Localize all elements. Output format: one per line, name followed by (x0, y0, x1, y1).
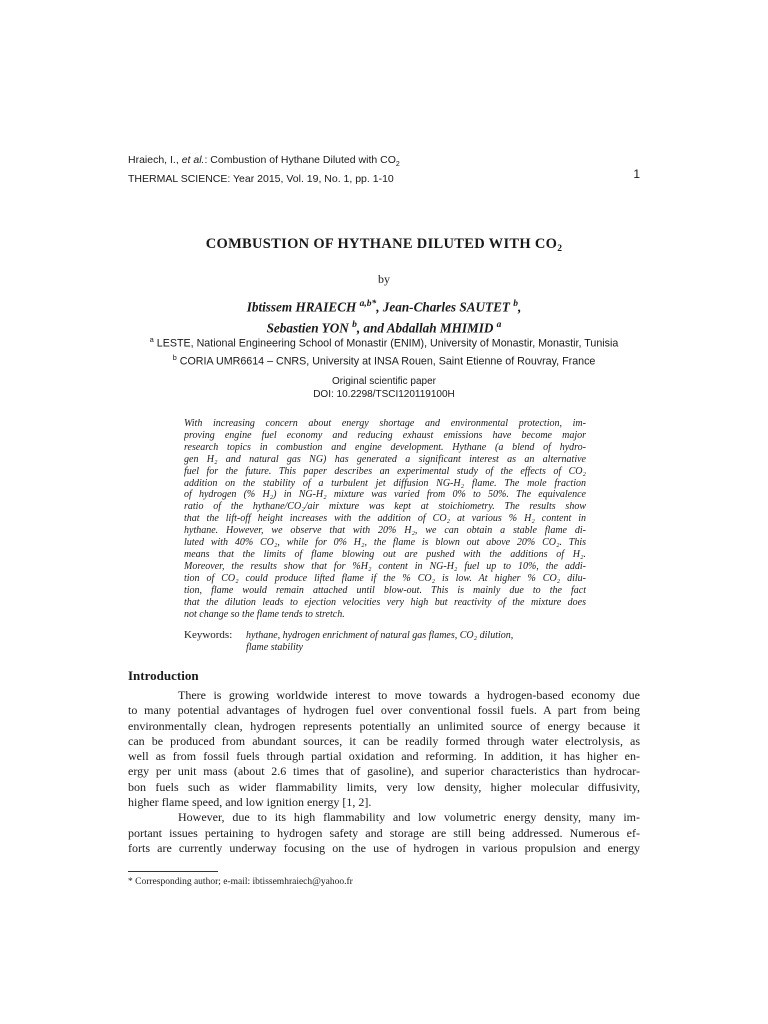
section-heading-introduction: Introduction (128, 668, 199, 683)
by-line: by (378, 272, 390, 286)
author-separator: , (517, 299, 522, 315)
keywords-text (246, 630, 586, 654)
abstract-line: that the lift-off height increases with the addition of CO₂ at various % H₂ content in (184, 513, 586, 525)
abstract-line: gen H₂ and natural gas NG) has generated a significant interest as an alternative (184, 453, 586, 465)
footnote-divider (128, 871, 218, 872)
author-name: Sebastien YON (266, 320, 353, 336)
author-name: , Jean-Charles SAUTET (376, 299, 514, 315)
abstract-line: addition on the stability of a turbulent jet diffusion NG-H₂ flame. The mole fraction (184, 477, 586, 489)
abstract (184, 418, 586, 620)
affiliation-text: CORIA UMR6614 – CNRS, University at INSA Rouen, Saint Etienne of Rouvray, France (176, 355, 596, 368)
body-line: can be produced from abundant sources, it can be readily formed through water electrolysis, as (128, 733, 640, 748)
author-affiliation-mark: a,b* (359, 299, 377, 309)
keywords-line: hythane, hydrogen enrichment of natural gas flames, CO₂ dilution, (246, 630, 514, 641)
abstract-line: hythane. However, we observe that with 20% H₂, we can obtain a stable flame di- (184, 525, 586, 537)
paper-title-text: COMBUSTION OF HYTHANE DILUTED WITH CO (205, 236, 558, 252)
page-number: 1 (633, 167, 640, 181)
abstract-line: not change so the flame tends to stretch. (184, 608, 345, 620)
abstract-line: luted with 40% CO₂, while for 0% H₂, the flame is blown out above 20% CO₂. This (184, 537, 586, 549)
affiliation-mark: b (172, 352, 177, 362)
body-line: to many potential advantages of hydrogen fuel over conventional fossil fuels. A part from being (128, 703, 640, 718)
abstract-line: fuel for the future. This paper describes an experimental study of the effects of CO₂ (184, 465, 586, 477)
body-line: There is growing worldwide interest to move towards a hydrogen-based economy due (178, 688, 640, 702)
paper-meta (128, 375, 640, 401)
author-affiliation-mark: b (352, 320, 357, 331)
body-line: forts are currently underway focusing on the use of hydrogen in various propulsion and energy (128, 840, 640, 855)
abstract-line: that the dilution leads to ejection velocities very high but reactivity of the mixture does (184, 596, 586, 608)
running-head-title-subscript: 2 (395, 161, 400, 169)
running-head-authors: Hraiech, I., (128, 154, 182, 166)
running-head-citation (128, 153, 640, 172)
affiliations (128, 333, 640, 368)
abstract-line: of hydrogen (% H₂) in NG-H₂ mixture was varied from 0% to 50%. The equivalence (184, 489, 586, 501)
body-line: well as from fossil fuels through partial oxidation and reforming. In addition, it has higher en- (128, 749, 640, 764)
affiliation-mark: a (149, 335, 154, 344)
affiliation-a (128, 333, 640, 351)
running-head-journal: THERMAL SCIENCE: Year 2015, Vol. 19, No. 1, pp. 1-10 (128, 173, 394, 186)
abstract-line: With increasing concern about energy shortage and environmental protection, im- (184, 418, 586, 429)
author-name: Ibtissem HRAIECH (246, 299, 360, 315)
footnote: * Corresponding author; e-mail: ibtissemhraiech@yahoo.fr (128, 877, 353, 887)
body-line: higher flame speed, and low ignition energy [1, 2]. (128, 795, 372, 810)
body-line: environmentally clean, hydrogen represents potentially an unlimited source of energy because it (128, 718, 640, 733)
running-head (128, 153, 640, 186)
abstract-line: research topics in combustion and engine development. Hythane (a blend of hydro- (184, 441, 586, 453)
abstract-line: proving engine fuel economy and reducing exhaust emissions have become major (184, 429, 586, 441)
doi: DOI: 10.2298/TSCI120119100H (313, 389, 455, 400)
affiliation-text: LESTE, National Engineering School of Monastir (ENIM), University of Monastir, Monastir, Tunisia (153, 337, 619, 350)
running-head-etal: et al. (181, 154, 205, 166)
abstract-line: tion of CO₂ could produce lifted flame if the % CO₂ is low. At higher % CO₂ dilu- (184, 572, 586, 584)
keywords-label: Keywords: (184, 629, 233, 641)
paper-title-subscript: 2 (557, 244, 563, 254)
paper-title (128, 236, 640, 254)
abstract-line: ratio of the hythane/CO₂/air mixture was kept at stoichiometry. The results show (184, 501, 586, 513)
body-line: bon fuels such as wider flammability limits, very low density, higher molecular diffusivity, (128, 779, 640, 794)
introduction-body (128, 688, 640, 856)
author-name: , and Abdallah MHIMID (356, 320, 497, 336)
author-line-1 (128, 295, 640, 316)
author-list (128, 295, 640, 338)
body-line: portant issues pertaining to hydrogen safety and storage are still being addressed. Numerous ef- (128, 825, 640, 840)
abstract-line: means that the limits of flame blowing out are pushed with the additions of H₂. (184, 548, 586, 560)
keywords-line: flame stability (246, 642, 303, 653)
abstract-line: Moreover, the results show that for %H₂ content in NG-H₂ fuel up to 10%, the addi- (184, 560, 586, 572)
author-affiliation-mark: b (513, 299, 518, 309)
body-line: ergy per unit mass (about 2.6 times that of gasoline), and superior characteristics than hydrocar- (128, 764, 640, 779)
abstract-line: tion, flame would remain attached until blow-out. This is mainly due to the fact (184, 584, 586, 596)
affiliation-b (128, 351, 640, 369)
running-head-title: : Combustion of Hythane Diluted with CO (204, 154, 396, 166)
paper-type: Original scientific paper (332, 376, 436, 387)
body-line: However, due to its high flammability and low volumetric energy density, many im- (178, 810, 640, 825)
author-affiliation-mark: a (496, 320, 502, 331)
